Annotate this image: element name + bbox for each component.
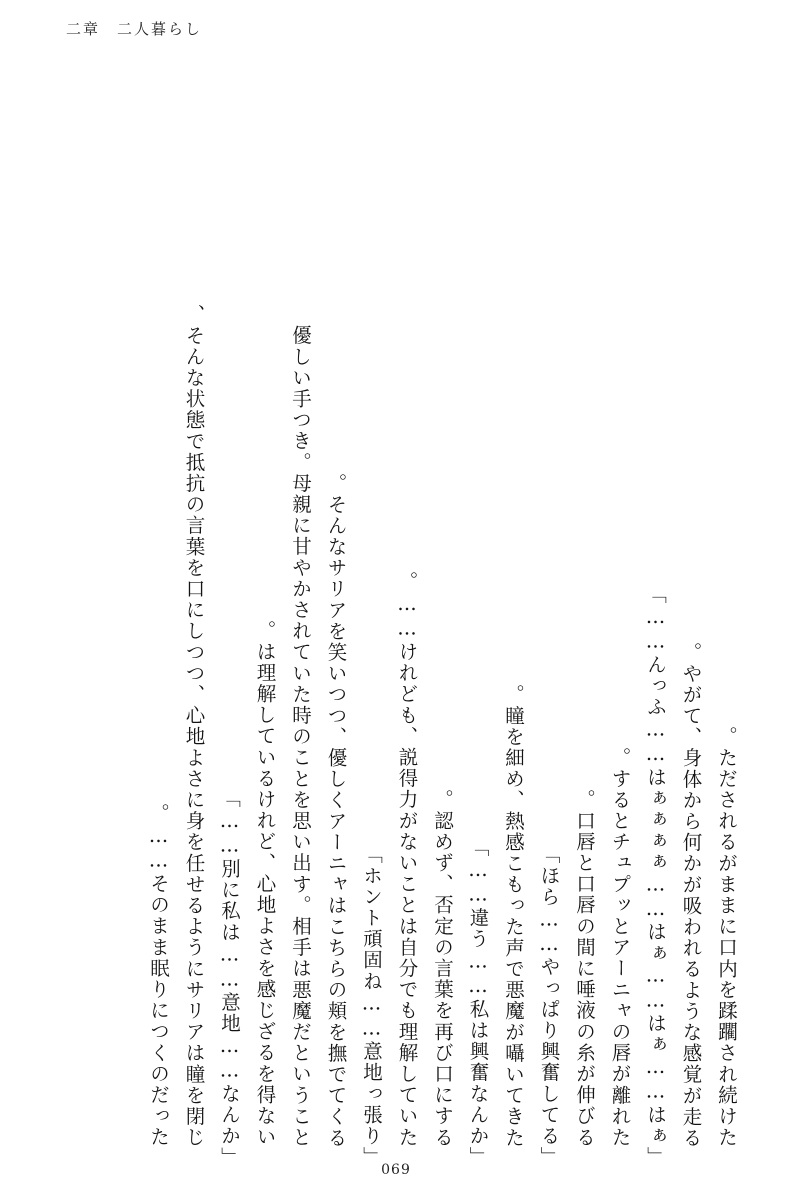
text-column: 優しい手つき。母親に甘やかされていた時のことを思い出す。相手は悪魔だということ bbox=[289, 325, 312, 1148]
text-column: そのまま眠りにつくのだった……。 bbox=[147, 803, 170, 1148]
text-column: やがて、身体から何かが吸われるような感覚が走る。 bbox=[679, 641, 703, 1148]
text-column: ただされるがままに口内を蹂躙され続けた。 bbox=[715, 725, 738, 1148]
text-column: 「違う……私は興奮なんか……」 bbox=[466, 837, 490, 1168]
text-column: 口唇と口唇の間に唾液の糸が伸びる。 bbox=[573, 789, 596, 1148]
text-column: 「別に私は……意地……なんか……」 bbox=[218, 788, 241, 1168]
text-column: 認めず、否定の言葉を再び口にする。 bbox=[431, 789, 454, 1148]
page-body bbox=[60, 68, 738, 1168]
text-column: 「ほら……やっぱり興奮してる」 bbox=[537, 844, 561, 1168]
text-column: するとチュプッとアーニャの唇が離れた。 bbox=[608, 747, 632, 1148]
text-column: そんな状態で抵抗の言葉を口にしつつ、心地よさに身を任せるようにサリアは瞳を閉じ、 bbox=[182, 303, 206, 1148]
text-column: 「ホント頑固ね……意地っ張り」 bbox=[360, 844, 383, 1168]
text-column: 瞳を細め、熱感こもった声で悪魔が囁いてきた。 bbox=[502, 683, 525, 1148]
text-column: 「んっふ……はぁぁぁぁ……はぁ……はぁ……はぁ……」 bbox=[644, 584, 667, 1168]
page-number: 069 bbox=[381, 1162, 411, 1178]
text-column: そんなサリアを笑いつつ、優しくアーニャはこちらの頬を撫でてくる。 bbox=[324, 472, 348, 1148]
running-head: 二章 二人暮らし bbox=[66, 20, 203, 38]
text-column: は理解しているけれど、心地よさを感じざるを得ない。 bbox=[253, 620, 277, 1148]
text-column: けれども、説得力がないことは自分でも理解していた……。 bbox=[395, 571, 419, 1148]
